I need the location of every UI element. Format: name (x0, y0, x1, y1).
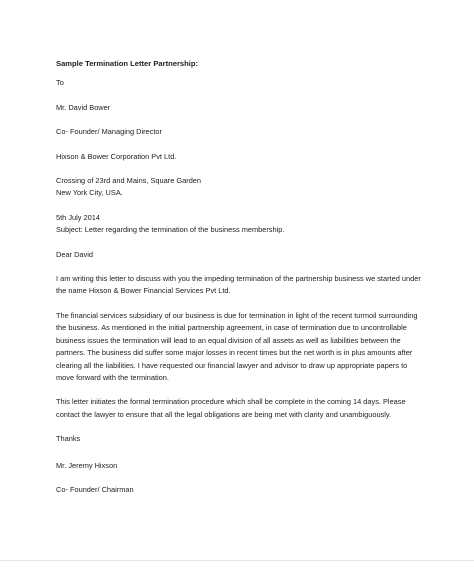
letter-title: Sample Termination Letter Partnership: (56, 59, 199, 68)
recipient-name: Mr. David Bower (56, 102, 111, 112)
body-paragraph-2: The financial services subsidiary of our business is due for termination in light of the recent turmoil surrounding the business. As mentioned in the initial partnership agreement, in case of termination due to uncontrollable business issues the termination will lead to an equal division of all assets as well as liabilities between the partners. The business did suffer some major losses in recent times but the net worth is in plus amounts after clearing all the liabilities. I have requested our financial lawyer and advisor to draw up appropriate papers to move forward with the termination. (56, 310, 418, 382)
recipient-address-line2: New York City, USA. (56, 188, 123, 198)
body-paragraph-1: I am writing this letter to discuss with you the impeding termination of the partnership business we started under the name Hixson & Bower Financial Services Pvt Ltd. (56, 274, 421, 296)
closing: Thanks (56, 434, 81, 444)
page-divider (0, 560, 474, 561)
recipient-position: Co- Founder/ Managing Director (56, 127, 162, 137)
termination-letter (56, 58, 426, 496)
sender-position: Co- Founder/ Chairman (56, 484, 134, 494)
recipient-address-line1: Crossing of 23rd and Mains, Square Garden (56, 176, 202, 186)
to-label: To (56, 78, 64, 88)
recipient-company: Hixson & Bower Corporation Pvt Ltd. (56, 151, 177, 161)
letter-date: 5th July 2014 (56, 212, 100, 222)
letter-subject: Subject: Letter regarding the termination of the business membership. (56, 225, 285, 235)
sender-name: Mr. Jeremy Hixson (56, 460, 118, 470)
salutation: Dear David (56, 249, 93, 259)
body-paragraph-3: This letter initiates the formal termination procedure which shall be complete in the coming 14 days. Please contact the lawyer to ensure that all the legal obligations are being met with clarity and unambiguously. (56, 397, 406, 419)
